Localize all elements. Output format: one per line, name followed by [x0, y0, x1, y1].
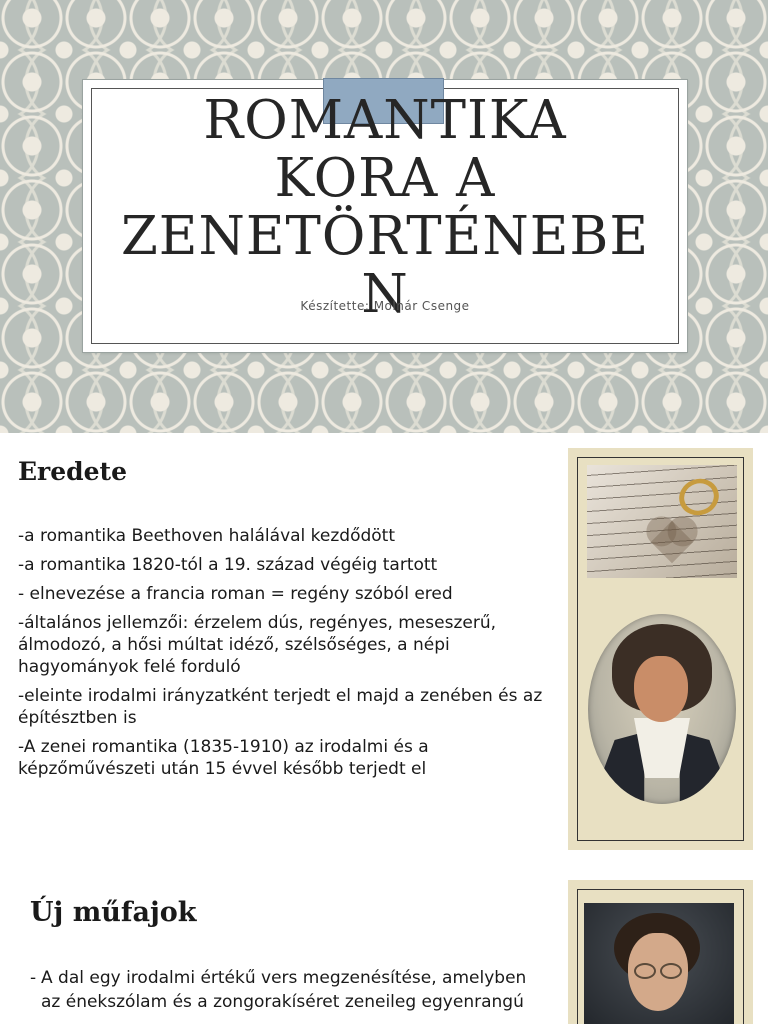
slide-subtitle: Készítette: Molnár Csenge: [300, 299, 470, 313]
heart-shadow-icon: [651, 521, 693, 563]
eredete-heading: Eredete: [18, 457, 127, 486]
list-item: -általános jellemzői: érzelem dús, regényes, meseszerű, álmodozó, a hősi múltat idéző, szélsőséges, a népi hagyományok felé forduló: [18, 613, 496, 677]
schubert-portrait: [584, 903, 734, 1024]
slide-title: ROMANTIKA KORA A ZENETÖRTÉNEBE N: [120, 90, 650, 325]
beethoven-portrait: [588, 614, 736, 804]
uj-mufajok-heading: Új műfajok: [30, 897, 197, 928]
sheet-music-ring-image: [587, 465, 737, 578]
list-item-text: A dal egy irodalmi értékű vers megzenésítése, amelyben az énekszólam és a zongorakíséret zeneileg egyenrangú: [41, 968, 527, 1012]
eredete-list: [18, 525, 548, 787]
uj-mufajok-list: [30, 966, 530, 1014]
list-dash: -: [30, 968, 37, 988]
list-item: -a romantika Beethoven halálával kezdődött: [18, 526, 396, 546]
ring-icon: [674, 473, 724, 521]
portrait-face: [634, 656, 688, 722]
list-item: [30, 966, 530, 1014]
list-item: - elnevezése a francia roman = regény szóból ered: [18, 584, 453, 604]
list-item: -eleinte irodalmi irányzatként terjedt el majd a zenében és az építésztben is: [18, 686, 543, 728]
list-item: -a romantika 1820-tól a 19. század végéig tartott: [18, 555, 438, 575]
glasses-icon: [634, 963, 682, 977]
list-item: -A zenei romantika (1835-1910) az irodalmi és a képzőművészeti után 15 évvel később terjedt el: [18, 737, 429, 779]
